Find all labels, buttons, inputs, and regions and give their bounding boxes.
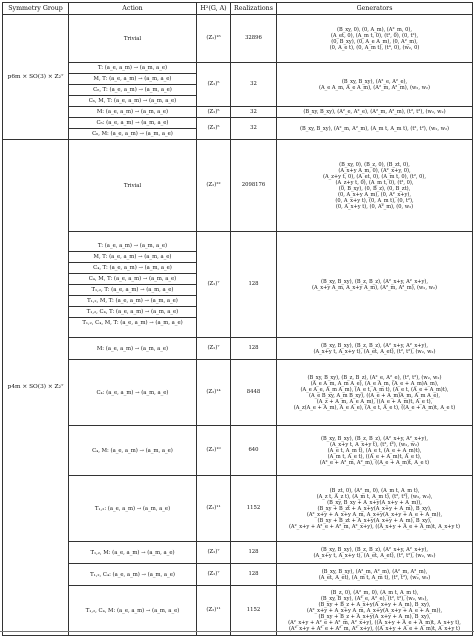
- generators-cell: [277, 63, 473, 107]
- generator-line: (A_m t, A_e t), ((A_e + A_m)t, A_e t),: [327, 453, 422, 460]
- generator-line: (A_z+y t, 0), (A_et, 0), (A_m t, 0), (t², 0),: [323, 173, 426, 180]
- realizations-cell: 640: [231, 426, 277, 476]
- generators-table-page: [2, 2, 472, 636]
- realizations-cell: 32: [231, 63, 277, 107]
- action-entry: T₁,₂: (a_e, a_m) → (a_m, a_e): [94, 505, 171, 512]
- header-realizations: Realizations: [231, 3, 277, 15]
- table-row: [3, 140, 473, 232]
- generator-line: (A_e A_e, A_m A_m), (A_e t, A_m t), (A_e t, (A_e + A_m)t),: [300, 386, 449, 393]
- action-cell: [69, 15, 197, 63]
- action-cell: [69, 426, 197, 476]
- h2-cell: (Z₂)⁵: [197, 63, 231, 107]
- action-cell: [69, 63, 197, 107]
- generator-line: (B_zt, 0), (A²_m, 0), (A_m t, A_m t),: [329, 487, 420, 494]
- action-cell: [69, 476, 197, 542]
- generators-cell: [277, 232, 473, 338]
- realizations-cell: 32: [231, 118, 277, 140]
- action-entry: C₄: (a_e, a_m) → (a_m, a_e): [96, 389, 169, 396]
- generator-line: (B_xy, 0), (0, A_m), (A²_m, 0),: [337, 26, 412, 33]
- generators-cell: [277, 426, 473, 476]
- generators-cell: [277, 564, 473, 586]
- realizations-cell: 1152: [231, 476, 277, 542]
- action-entry: C₆, M, T: (a_e, a_m) → (a_m, a_e): [88, 98, 177, 104]
- generators-cell: [277, 140, 473, 232]
- action-entry: C₄, M: (a_e, a_m) → (a_m, a_e): [92, 447, 173, 454]
- generator-line: (B_xy, 0), (B_z, 0), (B_zt, 0),: [339, 161, 410, 168]
- generator-line: (0, A_x+y t), (0, A_m t), (0, t²),: [335, 197, 414, 204]
- generator-line: (0, A_x+y A_m), (0, A²_x+y),: [338, 191, 411, 198]
- generator-line: (B_xy + B_zt + A_x+y(A_x+y + A_m), B_xy),: [317, 517, 432, 524]
- h2-cell: (Z₂)⁵: [197, 118, 231, 140]
- table-row: [3, 476, 473, 542]
- action-entry: Trivial: [123, 35, 142, 42]
- action-entry: C₆: (a_e, a_m) → (a_m, a_e): [69, 118, 196, 129]
- action-cell: [69, 232, 197, 338]
- action-cell: [69, 338, 197, 360]
- table-row: [3, 426, 473, 476]
- realizations-cell: 128: [231, 232, 277, 338]
- header-generators: Generators: [277, 3, 473, 15]
- generator-line: (A_z t, A_z t), (A_m t, A_m t), (t², t²), (w₂, w₂),: [316, 493, 433, 500]
- table-row: [3, 107, 473, 118]
- header-symmetry-group: Symmetry Group: [3, 3, 69, 15]
- action-entry: C₄, M, T: (a_e, a_m) → (a_m, a_e): [69, 274, 196, 285]
- action-cell: [69, 360, 197, 426]
- generators-cell: [277, 118, 473, 140]
- realizations-cell: 128: [231, 564, 277, 586]
- generator-line: (A_x+y A_m, 0), (A²_x+y, 0),: [338, 167, 411, 174]
- table-row: [3, 542, 473, 564]
- realizations-cell: 8448: [231, 360, 277, 426]
- generators-cell: [277, 542, 473, 564]
- header-h2: H²(G, A): [197, 3, 231, 15]
- generator-line: (B_xy, B_xy), (A²_m, A²_m), (A²_m, A²_m),: [321, 568, 428, 575]
- header-row: [3, 3, 473, 15]
- generators-cell: [277, 15, 473, 63]
- table-row: [3, 232, 473, 338]
- action-cell: [69, 118, 197, 140]
- table-row: [3, 586, 473, 636]
- generator-line: (A_z+y t, 0), (A_m t, 0), (t², 0),: [335, 179, 414, 186]
- generator-line: (B_xy, B_xy), (A²_m, A²_m), (A_m t, A_m t), (t², t²), (w₂, w₂): [299, 125, 450, 132]
- generator-line: (A²_x+y + A_x+y A_m, A_x+y(A_x+y + A_e + A_m)),: [306, 607, 443, 614]
- realizations-cell: 2098176: [231, 140, 277, 232]
- action-entry: C₆, T: (a_e, a_m) → (a_m, a_e): [69, 85, 196, 96]
- generator-line: (0, A_e t), (0, A_m t), (t⁴, 0), (w₂, 0): [329, 44, 420, 51]
- generators-cell: [277, 107, 473, 118]
- generator-line: (B_xy, B_xy), (B_z, B_z), (A²_x+y, A²_x+y),: [321, 435, 428, 442]
- generator-line: (A²_x+y + A²_e + A²_m, A²_x+y), ((A_x+y + A_e + A_m)t, A_x+y t),: [288, 619, 461, 626]
- generator-line: (B_xy, B_xy), (B_z, B_z), (A²_x+y, A²_x+y),: [321, 546, 428, 553]
- h2-cell: (Z₂)¹⁶: [197, 15, 231, 63]
- action-entry: T: (a_e, a_m) → (a_m, a_e): [69, 241, 196, 252]
- action-cell: [69, 586, 197, 636]
- generator-line: (B_xy, B_xy + A_x+y(A_x+y + A_m)),: [327, 499, 422, 506]
- generator-line: (B_xy, B_xy), (A²_e, A²_e), (A²_m, A²_m), (t², t²), (w₂, w₂): [303, 109, 446, 115]
- action-entry: M, T: (a_e, a_m) → (a_m, a_e): [69, 252, 196, 263]
- generator-line: (0, B_xy), (0, B_z), (0, B_zt),: [338, 185, 411, 192]
- action-entry: T₁,₂, C₄, T: (a_e, a_m) → (a_m, a_e): [69, 307, 196, 318]
- generators-cell: [277, 360, 473, 426]
- h2-cell: (Z₂)⁵: [197, 107, 231, 118]
- table-row: [3, 63, 473, 107]
- h2-cell: (Z₂)²²: [197, 140, 231, 232]
- action-entry: T: (a_e, a_m) → (a_m, a_e): [69, 63, 196, 74]
- realizations-cell: 1152: [231, 586, 277, 636]
- action-entry: M, T: (a_e, a_m) → (a_m, a_e): [69, 74, 196, 85]
- action-entry: C₆, M: (a_e, a_m) → (a_m, a_e): [92, 131, 173, 137]
- action-entry: T₁,₂, M: (a_e, a_m) → (a_m, a_e): [90, 549, 175, 556]
- generator-line: (B_z, 0), (A²_m, 0), (A_m t, A_m t),: [330, 589, 419, 596]
- h2-cell: (Z₂)⁷: [197, 232, 231, 338]
- h2-cell: (Z₂)⁷: [197, 564, 231, 586]
- generators-cell: [277, 586, 473, 636]
- action-entry: T₁,₂, C₄, M, T: (a_e, a_m) → (a_m, a_e): [82, 320, 183, 326]
- table-row: [3, 564, 473, 586]
- generator-line: (A_x+y t, A_x+y t), (A_et, A_et), (t², t²), (w₂, w₂): [313, 552, 436, 559]
- generator-line: (A_x+y A_m, A_x+y A_m), (A²_m, A²_m), (w₂, w₂): [312, 284, 437, 291]
- generator-line: (B_xy, B_xy), (B_z, B_z), (A²_x+y, A²_x+y),: [321, 278, 428, 285]
- action-entry: T₁,₂, C₄, M: (a_e, a_m) → (a_m, a_e): [85, 607, 180, 614]
- action-entry: T₁,₂, T: (a_e, a_m) → (a_m, a_e): [69, 285, 196, 296]
- h2-cell: (Z₂)⁷: [197, 338, 231, 360]
- action-entry: T₁,₂, C₄: (a_e, a_m) → (a_m, a_e): [90, 571, 175, 578]
- symmetry-group-cell: p6m × SO(3) × Z₂ᵀ: [3, 15, 69, 140]
- h2-cell: (Z₂)¹¹: [197, 586, 231, 636]
- generator-line: (A_et, 0), (A_m t, 0), (t², 0), (0, t²),: [330, 32, 419, 39]
- action-cell: [69, 107, 197, 118]
- h2-cell: (Z₂)¹⁴: [197, 360, 231, 426]
- generator-line: (A²_x+y + A²_e + A²_m, A²_x+y), ((A_x+y + A_e + A_m)t, A_x+y t): [288, 523, 461, 530]
- generator-line: (A_e A_m, A_m A_e), (A_e A_m, (A_e + A_m)A_m),: [310, 380, 439, 387]
- realizations-cell: 128: [231, 542, 277, 564]
- generator-line: (A_z + A_m, A_e A_m), ((A_e + A_m)t, A_e t),: [316, 398, 433, 405]
- realizations-cell: 128: [231, 338, 277, 360]
- h2-cell: (Z₂)¹¹: [197, 476, 231, 542]
- generator-line: (B_xy, B_xy), (B_z, B_z), (A²_e, A²_e), (t², t²), (w₂, w₂): [307, 374, 442, 381]
- action-entry: M: (a_e, a_m) → (a_m, a_e): [96, 109, 169, 115]
- generator-line: (B_xy, B_xy), (A²_e, A²_e), (t², t²), (w₂, w₂),: [320, 595, 429, 602]
- table-row: [3, 360, 473, 426]
- generator-line: (A_x+y t, A_x+y t), (A_et, A_et), (t², t²), (w₂, w₂): [313, 348, 436, 355]
- generator-line: (B_xy + B_zt + A_x+y(A_x+y + A_m), B_xy),: [317, 505, 432, 512]
- table-row: [3, 338, 473, 360]
- generator-line: (0, B_xy), (0, A_e A_m), (0, A²_m),: [331, 38, 418, 45]
- generators-cell: [277, 476, 473, 542]
- table-row: [3, 118, 473, 140]
- generator-line: (B_xy + B_z + A_x+y(A_x+y + A_m), B_xy),: [318, 613, 431, 620]
- generator-line: (A²_e + A²_m, A²_m), ((A_e + A_m)t, A_e t): [319, 459, 430, 466]
- generator-line: (B_xy, B_xy), (B_z, B_z), (A²_x+y, A²_x+y),: [321, 342, 428, 349]
- action-cell: [69, 542, 197, 564]
- generators-table: [2, 2, 473, 636]
- generator-line: (A_et, A_et), (A_m t, A_m t), (t², t²), (w₂, w₂): [318, 574, 431, 581]
- realizations-cell: 32896: [231, 15, 277, 63]
- h2-cell: (Z₂)¹⁰: [197, 426, 231, 476]
- action-cell: [69, 564, 197, 586]
- generators-cell: [277, 338, 473, 360]
- generator-line: (A²_x+y + A²_e + A²_m, A²_x+y), ((A_x+y + A_e + A_m)t, A_x+y t): [288, 625, 461, 632]
- realizations-cell: 32: [231, 107, 277, 118]
- generator-line: (A_z(A_e + A_m), A_e A_e), (A_e t, A_e t), ((A_e + A_m)t, A_e t): [293, 404, 456, 411]
- generator-line: (A_e A_m, A_e A_m), (A²_m, A²_m), (w₂, w₂): [319, 84, 430, 91]
- action-entry: M: (a_e, a_m) → (a_m, a_e): [96, 345, 169, 352]
- header-action: Action: [69, 3, 197, 15]
- action-cell: [69, 140, 197, 232]
- table-row: [3, 15, 473, 63]
- generator-line: (B_xy + B_z + A_x+y(A_x+y + A_m), B_xy),: [318, 601, 431, 608]
- generator-line: (A_x+y t, A_x+y t), (t², t²), (w₂, w₂): [330, 441, 419, 448]
- action-entry: T₁,₂, M, T: (a_e, a_m) → (a_m, a_e): [69, 296, 196, 307]
- generator-line: (A²_x+y + A_x+y A_m, A_x+y(A_x+y + A_e + A_m)),: [306, 511, 443, 518]
- generator-line: (B_xy, B_xy), (A²_e, A²_e),: [341, 78, 408, 85]
- generator-line: (0, A_x+y t), (0, A²_m), (0, w₂): [335, 203, 414, 210]
- h2-cell: (Z₂)⁷: [197, 542, 231, 564]
- action-entry: Trivial: [123, 182, 142, 189]
- generator-line: (A_e B_xy, A_m B_xy), ((A_e + A_m)A_m, A_m A_e),: [309, 392, 440, 399]
- symmetry-group-cell: p4m × SO(3) × Z₂ᵀ: [3, 140, 69, 636]
- generator-line: (A_e t, A_m t), (A_e t, (A_e + A_m)t),: [327, 447, 422, 454]
- action-entry: C₄, T: (a_e, a_m) → (a_m, a_e): [69, 263, 196, 274]
